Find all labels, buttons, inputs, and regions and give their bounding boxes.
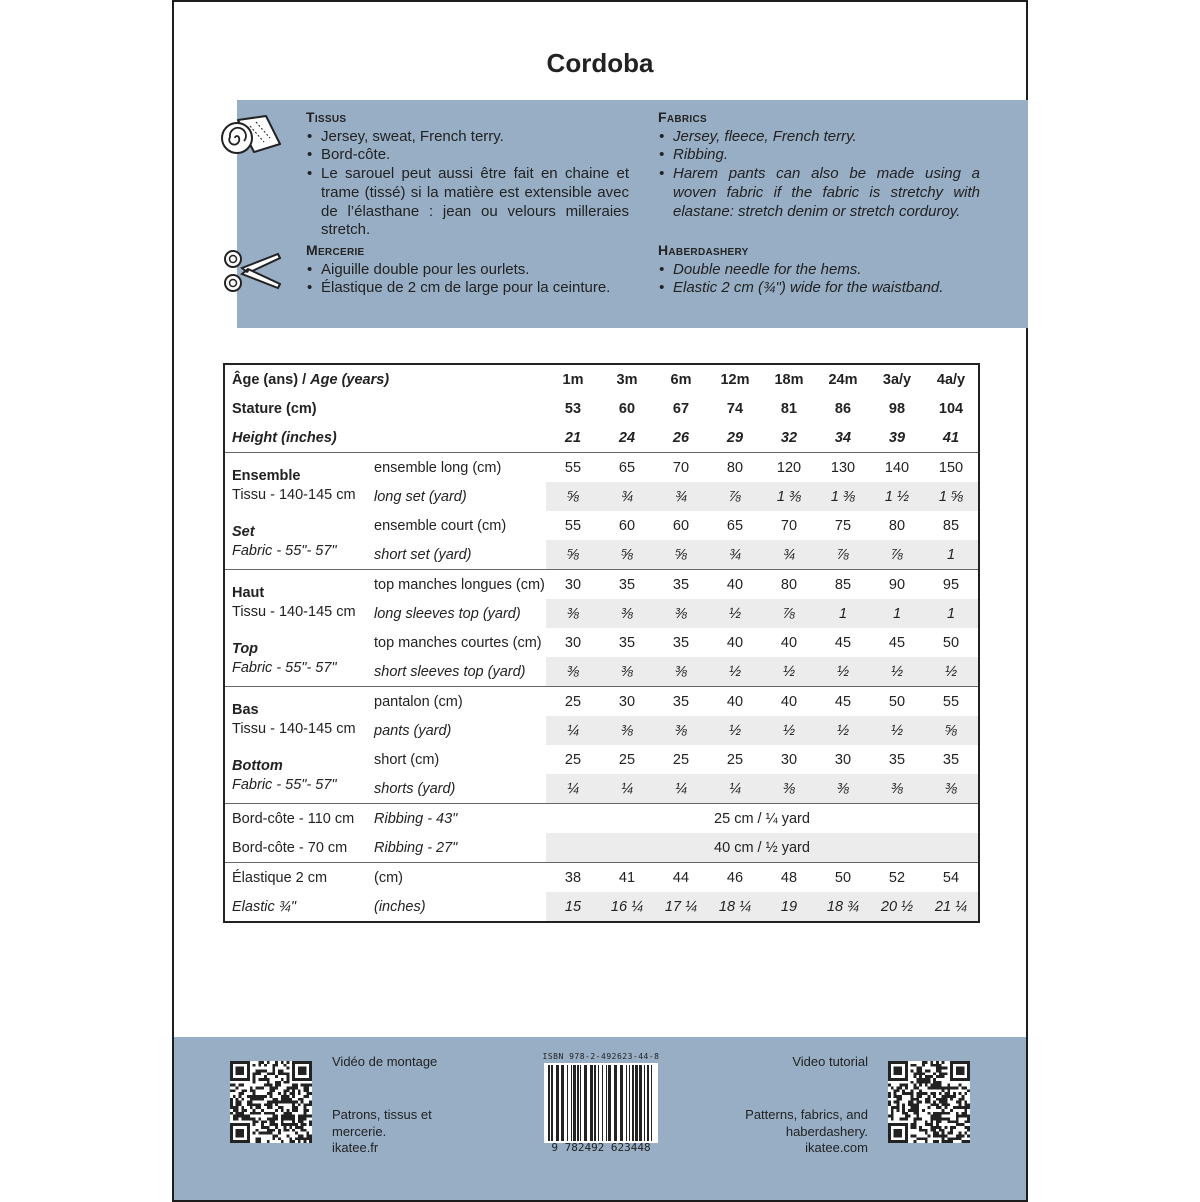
group-set [224, 453, 370, 570]
cell-value: 50 [942, 634, 960, 651]
cell-value: 1 ⅜ [816, 482, 870, 511]
cell-value: 130 [816, 453, 870, 483]
cell-value: 35 [672, 634, 690, 651]
shop-url-en[interactable]: ikatee.com [805, 1140, 868, 1155]
cell-value: ⅜ [600, 716, 654, 745]
cell-value: ¾ [708, 540, 762, 570]
cell-value: 86 [834, 400, 852, 417]
cell-value: 44 [654, 863, 708, 893]
cell-value: ⅞ [708, 482, 762, 511]
row-label: ensemble long (cm) [370, 453, 546, 483]
ribbing-value: 25 cm / ¼ yard [546, 804, 979, 834]
cell-value: 1m [562, 371, 584, 388]
cell-value: 50 [816, 863, 870, 893]
cell-value: 4a/y [936, 371, 966, 388]
cell-value: 25 [564, 751, 582, 768]
cell-value: 30 [780, 751, 798, 768]
height-label: Height (inches) [232, 429, 337, 446]
cell-value: 45 [888, 634, 906, 651]
cell-value: 55 [546, 453, 600, 483]
cell-value: 25 [546, 687, 600, 717]
cell-value: 35 [942, 751, 960, 768]
fabrics-fr-item: • Le sarouel peut aussi être fait en chaine et trame (tissé) si la matière est extensible avec de l’élasthane : jean ou velours milleraies stretch. [321, 165, 629, 240]
elastic-unit-in: (inches) [374, 898, 426, 915]
cell-value: 1 ½ [870, 482, 924, 511]
notions-en [658, 241, 988, 298]
cell-value: 80 [762, 570, 816, 600]
cell-value: ⅝ [654, 540, 708, 570]
group-name-fr: Haut [232, 585, 265, 601]
cell-value: 32 [780, 429, 798, 446]
cell-value: 60 [672, 517, 690, 534]
cell-value: ⅜ [870, 774, 924, 804]
group-name-en: Bottom [232, 758, 283, 774]
stature-label: Stature (cm) [232, 400, 317, 417]
notions-en-item: • Elastic 2 cm (¾") wide for the waistband. [673, 279, 988, 298]
cell-value: 15 [546, 892, 600, 922]
ribbing-label-en: Ribbing - 43" [370, 804, 546, 834]
cell-value: 55 [924, 687, 979, 717]
scissors-icon [222, 246, 282, 296]
cell-value: ⅝ [924, 716, 979, 745]
fabrics-en-heading: Fabrics [658, 109, 707, 125]
cell-value: ½ [708, 599, 762, 628]
fabric-roll-icon [220, 112, 282, 166]
cell-value: ½ [762, 657, 816, 687]
cell-value: 95 [924, 570, 979, 600]
cell-value: 30 [546, 570, 600, 600]
barcode-number: 9 782492 623448 [551, 1141, 651, 1154]
notions-fr-item: • Élastique de 2 cm de large pour la ceinture. [321, 279, 636, 298]
qr-code-en [888, 1061, 970, 1143]
cell-value: 90 [870, 570, 924, 600]
row-label: ensemble court (cm) [374, 517, 507, 534]
cell-value: 34 [834, 429, 852, 446]
cell-value: 1 [816, 599, 870, 628]
cell-value: 6m [670, 371, 692, 388]
fabrics-fr-heading: Tissus [306, 109, 347, 125]
cell-value: ⅞ [762, 599, 816, 628]
cell-value: ⅜ [654, 599, 708, 628]
cell-value: 30 [834, 751, 852, 768]
group-fabric-fr: Tissu - 140-145 cm [232, 721, 356, 737]
cell-value: 35 [654, 570, 708, 600]
cell-value: 25 [726, 751, 744, 768]
isbn-text: ISBN 978-2-492623-44-8 [542, 1052, 660, 1061]
group-name-fr: Bas [232, 702, 259, 718]
fabrics-en-item: • Jersey, fleece, French terry. [673, 128, 980, 147]
notions-fr-heading: Mercerie [306, 242, 365, 258]
cell-value: ⅜ [762, 774, 816, 804]
fabrics-en-item: • Harem pants can also be made using a woven fabric if the fabric is stretchy with elastane: stretch denim or stretch corduroy. [673, 165, 980, 221]
group-fabric-en: Fabric - 55"- 57" [232, 777, 337, 793]
row-label: shorts (yard) [374, 780, 456, 797]
cell-value: ⅜ [546, 599, 600, 628]
cell-value: ½ [708, 657, 762, 687]
cell-value: 35 [888, 751, 906, 768]
cell-value: 25 [618, 751, 636, 768]
cell-value: 65 [726, 517, 744, 534]
row-label: short (cm) [374, 751, 440, 768]
cell-value: 85 [816, 570, 870, 600]
ribbing-label-en: Ribbing - 27" [374, 839, 458, 856]
group-fabric-en: Fabric - 55"- 57" [232, 660, 337, 676]
age-label-en: Age (years) [310, 371, 390, 388]
row-label: pantalon (cm) [370, 687, 546, 717]
elastic-label-en: Elastic ¾" [232, 898, 296, 915]
cell-value: 53 [564, 400, 582, 417]
elastic-unit-cm: (cm) [370, 863, 546, 893]
cell-value: 19 [762, 892, 816, 922]
cell-value: ½ [816, 716, 870, 745]
cell-value: 1 [924, 599, 979, 628]
group-fabric-fr: Tissu - 140-145 cm [232, 604, 356, 620]
cell-value: 24 [618, 429, 636, 446]
cell-value: ⅝ [600, 540, 654, 570]
row-label: long set (yard) [374, 488, 467, 505]
cell-value: 41 [600, 863, 654, 893]
cell-value: ⅞ [816, 540, 870, 570]
shop-url-fr[interactable]: ikatee.fr [332, 1140, 379, 1155]
notions-en-item: • Double needle for the hems. [673, 261, 988, 280]
cell-value: 40 [708, 687, 762, 717]
row-label: top manches longues (cm) [370, 570, 546, 600]
cell-value: 60 [618, 400, 636, 417]
fabrics-en [658, 108, 980, 221]
cell-value: 1 ⅜ [762, 482, 816, 511]
cell-value: 41 [942, 429, 960, 446]
row-label: short set (yard) [374, 546, 472, 563]
cell-value: 3a/y [882, 371, 912, 388]
cell-value: ¼ [654, 774, 708, 804]
row-label: short sleeves top (yard) [374, 663, 526, 680]
cell-value: 18 ¾ [816, 892, 870, 922]
size-yardage-table [223, 363, 980, 923]
cell-value: ½ [762, 716, 816, 745]
page-title: Cordoba [546, 48, 654, 78]
group-bottom [224, 687, 370, 804]
cell-value: 20 ½ [870, 892, 924, 922]
cell-value: ½ [816, 657, 870, 687]
cell-value: ⅞ [870, 540, 924, 570]
cell-value: 120 [762, 453, 816, 483]
cell-value: 74 [726, 400, 744, 417]
cell-value: ⅜ [546, 657, 600, 687]
group-fabric-fr: Tissu - 140-145 cm [232, 487, 356, 503]
cell-value: 21 ¼ [924, 892, 979, 922]
shop-text-fr [332, 1107, 432, 1157]
cell-value: ⅜ [654, 716, 708, 745]
cell-value: ½ [870, 716, 924, 745]
pattern-back-cover [172, 0, 1028, 1202]
cell-value: 46 [708, 863, 762, 893]
video-label-en: Video tutorial [792, 1054, 868, 1069]
cell-value: 12m [720, 371, 750, 388]
cell-value: 25 [672, 751, 690, 768]
cell-value: ½ [924, 657, 979, 687]
row-label: pants (yard) [374, 722, 452, 739]
cell-value: 67 [672, 400, 690, 417]
notions-en-heading: Haberdashery [658, 242, 749, 258]
elastic-label-fr: Élastique 2 cm [224, 863, 370, 893]
cell-value: 70 [780, 517, 798, 534]
cell-value: 85 [942, 517, 960, 534]
fabrics-fr-item: • Bord-côte. [321, 146, 629, 165]
cell-value: 150 [924, 453, 979, 483]
isbn-barcode [538, 1052, 664, 1154]
shop-text-en-line: haberdashery. [785, 1123, 868, 1139]
cell-value: 1 ⅝ [924, 482, 979, 511]
cell-value: ¼ [546, 716, 600, 745]
cell-value: 1 [870, 599, 924, 628]
cell-value: 75 [834, 517, 852, 534]
cell-value: 24m [828, 371, 858, 388]
cell-value: ½ [870, 657, 924, 687]
cell-value: 16 ¼ [600, 892, 654, 922]
cell-value: ⅜ [600, 657, 654, 687]
cell-value: ¾ [600, 482, 654, 511]
cell-value: ¼ [708, 774, 762, 804]
cell-value: 17 ¼ [654, 892, 708, 922]
cell-value: 65 [600, 453, 654, 483]
cell-value: 45 [834, 634, 852, 651]
cell-value: 140 [870, 453, 924, 483]
cell-value: ⅜ [654, 657, 708, 687]
cell-value: 104 [938, 400, 964, 417]
barcode-bars [544, 1063, 658, 1143]
fabrics-fr [306, 108, 629, 240]
ribbing-label-fr: Bord-côte - 110 cm [224, 804, 370, 834]
cell-value: 35 [600, 570, 654, 600]
cell-value: 55 [564, 517, 582, 534]
ribbing-label-fr: Bord-côte - 70 cm [232, 839, 348, 856]
cell-value: 40 [708, 570, 762, 600]
age-label-fr: Âge (ans) / [232, 371, 307, 388]
fabrics-fr-item: • Jersey, sweat, French terry. [321, 128, 629, 147]
cell-value: ¾ [762, 540, 816, 570]
cell-value: 18m [774, 371, 804, 388]
cell-value: 3m [616, 371, 638, 388]
video-label-fr: Vidéo de montage [332, 1054, 438, 1069]
qr-code-fr [230, 1061, 312, 1143]
cell-value: 80 [888, 517, 906, 534]
cell-value: ½ [708, 716, 762, 745]
group-fabric-en: Fabric - 55"- 57" [232, 543, 337, 559]
cell-value: 39 [888, 429, 906, 446]
cell-value: ¼ [546, 774, 600, 804]
cell-value: 1 [924, 540, 979, 570]
shop-text-fr-line: mercerie. [332, 1123, 387, 1139]
cell-value: 40 [726, 634, 744, 651]
cell-value: 40 [780, 634, 798, 651]
cell-value: 48 [762, 863, 816, 893]
cell-value: ¼ [600, 774, 654, 804]
cell-value: 30 [600, 687, 654, 717]
shop-text-fr-line: Patrons, tissus et [332, 1107, 432, 1122]
group-name-en: Set [232, 524, 255, 540]
group-top [224, 570, 370, 687]
cell-value: 18 ¼ [708, 892, 762, 922]
cell-value: ¾ [654, 482, 708, 511]
fabrics-en-item: • Ribbing. [673, 146, 980, 165]
cell-value: 26 [672, 429, 690, 446]
cell-value: 45 [816, 687, 870, 717]
cell-value: 50 [870, 687, 924, 717]
group-name-en: Top [232, 641, 259, 657]
ribbing-value: 40 cm / ½ yard [546, 833, 979, 863]
cell-value: 35 [654, 687, 708, 717]
cell-value: 60 [618, 517, 636, 534]
cell-value: 35 [618, 634, 636, 651]
cell-value: ⅜ [924, 774, 979, 804]
cell-value: 81 [780, 400, 798, 417]
group-name-fr: Ensemble [232, 468, 301, 484]
cell-value: 80 [708, 453, 762, 483]
cell-value: ⅝ [546, 540, 600, 570]
shop-text-en-line: Patterns, fabrics, and [745, 1107, 868, 1122]
cell-value: 98 [888, 400, 906, 417]
cell-value: ⅜ [600, 599, 654, 628]
cell-value: 38 [546, 863, 600, 893]
cell-value: 52 [870, 863, 924, 893]
notions-fr [306, 241, 636, 298]
cell-value: 54 [924, 863, 979, 893]
cell-value: ⅜ [816, 774, 870, 804]
notions-fr-item: • Aiguille double pour les ourlets. [321, 261, 636, 280]
cell-value: 21 [564, 429, 582, 446]
cell-value: 29 [726, 429, 744, 446]
cell-value: 70 [654, 453, 708, 483]
cell-value: ⅝ [546, 482, 600, 511]
row-label: top manches courtes (cm) [374, 634, 542, 651]
footer [174, 1037, 1026, 1200]
cell-value: 40 [762, 687, 816, 717]
row-label: long sleeves top (yard) [374, 605, 521, 622]
cell-value: 30 [564, 634, 582, 651]
shop-text-en [745, 1107, 868, 1157]
